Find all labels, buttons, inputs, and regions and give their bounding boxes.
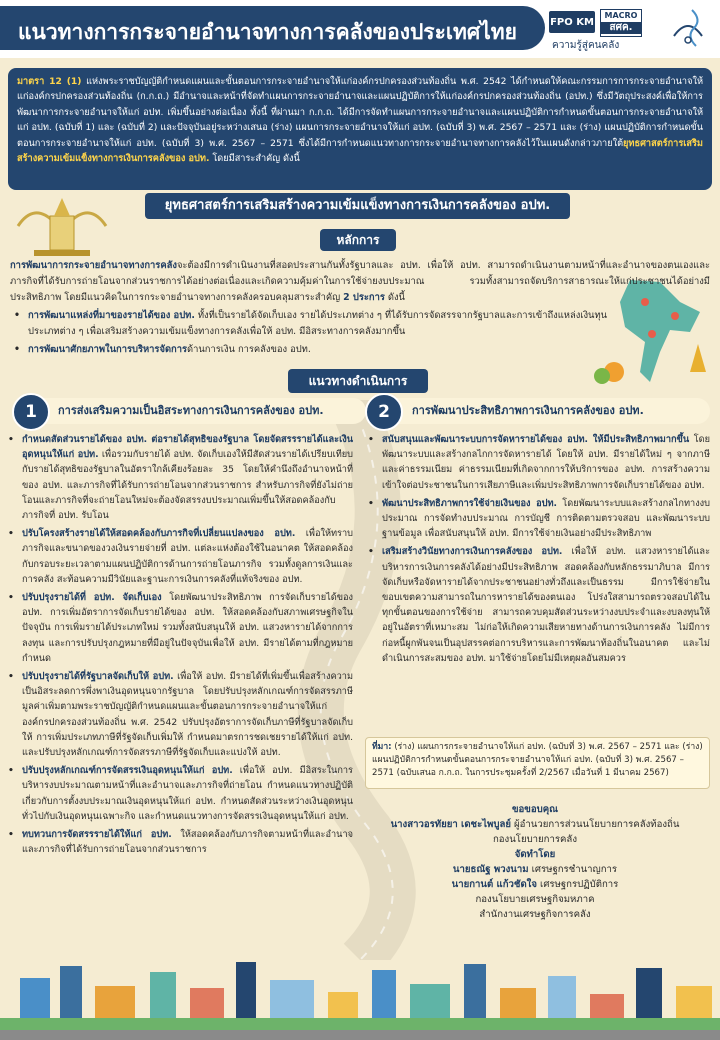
principle-text: [10, 258, 710, 306]
strategy-banner: ยุทธศาสตร์การเสริมสร้างความเข้มแข็งทางการเงินการคลังของ อปท.: [145, 193, 570, 219]
list-item: • ปรับปรุงหลักเกณฑ์การจัดสรรเงินอุดหนุนให้แก่ อปท. เพื่อให้ อปท. มีอิสระในการบริหารงบประมาณตามหน้าที่และอำนาจและภารกิจที่ถ่ายโอน กำหนดแนวทางปฏิบัติเกี่ยวกับการตั้งงบประมาณเงินอุดหนุนให้แก่ อปท. กำหนดสัดส่วนระหว่างเงินอุดหนุนทั่วไปกับเงินอุดหนุนเฉพาะกิจ และกำหนดแนวทางการจัดสรรเงินอุดหนุนให้แก่ อปท.: [8, 763, 353, 824]
principle-tag: หลักการ: [320, 229, 396, 251]
page-title: แนวทางการกระจายอำนาจทางการคลังของประเทศไทย: [18, 20, 517, 44]
macro-logo: [600, 9, 642, 37]
thanks-person-line: นางสาวอรทัยยา เดชะไพบูลย์ ผู้อำนวยการส่วนนโยบายการคลังท้องถิ่น: [390, 819, 680, 830]
source-note: [365, 737, 710, 789]
process-tag: แนวทางดำเนินการ: [288, 369, 428, 393]
fpo-emblem-icon: [668, 6, 708, 54]
col2-list: [368, 432, 710, 669]
thanks-heading: ขอขอบคุณ: [511, 804, 559, 815]
principle-list: [14, 308, 614, 360]
author-line: นายธณัฐ พวงนาม เศรษฐกรชำนาญการ: [452, 864, 618, 875]
col2-title: การพัฒนาประสิทธิภาพการเงินการคลังของ อปท.: [380, 398, 710, 424]
author-line: นายกานต์ แก้วชัดใจ เศรษฐกรปฏิบัติการ: [451, 879, 619, 890]
made-by-heading: จัดทำโดย: [514, 849, 556, 860]
thanks-division: กองนโยบายการคลัง: [492, 834, 577, 845]
intro-tail: โดยมีสาระสำคัญ ดังนี้: [209, 153, 300, 165]
list-item: • ทบทวนการจัดสรรรายได้ให้แก่ อปท. ให้สอดคล้องกับภารกิจตามหน้าที่และอำนาจและภารกิจที่ได้รับการถ่ายโอนจากส่วนราชการ: [8, 827, 353, 857]
list-item: • เสริมสร้างวินัยทางการเงินการคลังของ อปท. เพื่อให้ อปท. แสวงหารายได้และบริหารการเงินการคลังได้อย่างมีประสิทธิภาพ สอดคล้องกับหลักธรรมาภิบาล มีการจัดเก็บหรือจัดหารายได้จากประชาชนอย่างทั่วถึงและเป็นธรรม มีการใช้จ่ายในขอบเขตความสามารถในการหารายได้ของตนเอง โปร่งใสสามารถตรวจสอบได้ในทุกขั้นตอนของการใช้จ่าย สามารถควบคุมสัดส่วนระหว่างงบประจำและงบลงทุนให้อยู่ในอัตราที่เหมาะสม ไม่ก่อให้เกิดความเสียหายทางด้านการเงินการคลัง ไม่มีการก่อหนี้ผูกพันจนเป็นอุปสรรคต่อการบริหารและการพัฒนาท้องถิ่นในอนาคต และไม่ดำเนินการสะสมของ อปท. มาใช้จ่ายโดยไม่มีเหตุผลอันสมควร: [368, 544, 710, 666]
list-item: • พัฒนาประสิทธิภาพการใช้จ่ายเงินของ อปท. โดยพัฒนาระบบและสร้างกลไกทางงบประมาณ การจัดทำงบประมาณ การบัญชี การติดตามตรวจสอบ และพัฒนาระบบฐานข้อมูล เพื่อสนับสนุนให้ อปท. มีการใช้จ่ายเงินอย่างมีประสิทธิภาพ: [368, 496, 710, 542]
list-item: • ปรับปรุงรายได้ที่รัฐบาลจัดเก็บให้ อปท. เพื่อให้ อปท. มีรายได้ที่เพิ่มขึ้นเพื่อสร้างความเป็นอิสระลดการพึ่งพาเงินอุดหนุนจากรัฐบาล โดยปรับปรุงหลักเกณฑ์การจัดสรรภาษีมูลค่าเพิ่มตามพระราชบัญญัติกำหนดแผนและขั้นตอนการกระจายอำนาจให้แก่องค์กรปกครองส่วนท้องถิ่น พ.ศ. 2542 ปรับปรุงอัตราการจัดเก็บภาษีที่รัฐบาลจัดเก็บให้ การเพิ่มประเภทภาษีที่รัฐจัดเก็บเพิ่มให้ กำหนดมาตรการชดเชยรายได้ให้แก่ อปท. และปรับปรุงหลักเกณฑ์การจัดสรรภาษีที่รัฐจัดเก็บและแบ่งให้ อปท.: [8, 669, 353, 760]
header-subtitle: ความรู้สู่คนคลัง: [552, 40, 620, 51]
source-lead: ที่มา:: [372, 742, 392, 752]
principle-tail: ดังนี้: [384, 292, 405, 303]
org-line: สำนักงานเศรษฐกิจการคลัง: [479, 909, 591, 920]
city-skyline-icon: [0, 958, 720, 1040]
macro-logo-bottom: สศค.: [601, 22, 641, 34]
monument-icon: [14, 196, 110, 258]
source-body: (ร่าง) แผนการกระจายอำนาจให้แก่ อปท. (ฉบับที่ 3) พ.ศ. 2567 – 2571 และ (ร่าง) แผนปฏิบัติการกำหนดขั้นตอนการกระจายอำนาจให้แก่ อปท. (ฉบับที่ 3) พ.ศ. 2567 – 2571 (ฉบับเสนอ ก.ก.ถ. ในการประชุมครั้งที่ 2/2567 เมื่อวันที่ 1 มีนาคม 2567): [372, 742, 703, 778]
list-item: • การพัฒนาศักยภาพในการบริหารจัดการด้านการเงิน การคลังของ อปท.: [14, 342, 614, 358]
fpo-km-logo: FPO KM: [549, 11, 595, 33]
intro-body: แห่งพระราชบัญญัติกำหนดแผนและขั้นตอนการกระจายอำนาจให้แก่องค์กรปกครองส่วนท้องถิ่น พ.ศ. 2542 ได้กำหนดให้คณะกรรมการการกระจายอำนาจให้แก่องค์กรปกครองส่วนท้องถิ่น (ก.ก.ถ.) มีอำนาจและหน้าที่จัดทำแผนการกระจายอำนาจและแผนปฏิบัติการให้แก่องค์กรปกครองส่วนท้องถิ่น (อปท.) ซึ่งมีวัตถุประสงค์เพื่อให้การพัฒนาการกระจายอำนาจให้แก่ อปท. เพิ่มขึ้นอย่างต่อเนื่อง ทั้งนี้ ที่ผ่านมา ก.ก.ถ. ได้มีการจัดทำแผนการกระจายอำนาจและแผนปฏิบัติการกำหนดขั้นตอนการกระจายอำนาจให้แก่ อปท. (ฉบับที่ 1) และ (ฉบับที่ 2) และปัจจุบันอยู่ระหว่างเสนอ (ร่าง) แผนการกระจายอำนาจให้แก่ อปท. (ฉบับที่ 3) พ.ศ. 2567 – 2571 และ (ร่าง) แผนปฏิบัติการกำหนดขั้นตอนการกระจายอำนาจให้แก่ อปท. (ฉบับที่ 3) พ.ศ. 2567 – 2571 ซึ่งได้มีการกำหนดแนวทางการกระจายอำนาจทางการคลังไว้ในแผนดังกล่าวภายใต้: [17, 76, 704, 149]
list-item: • กำหนดสัดส่วนรายได้ของ อปท. ต่อรายได้สุทธิของรัฐบาล โดยจัดสรรรายได้และเงินอุดหนุนให้แก่ อปท. เพื่อรวมกับรายได้ อปท. จัดเก็บเองให้มีสัดส่วนรายได้เปรียบเทียบกับรายได้สุทธิของรัฐบาลในอัตราใกล้เคียงร้อยละ 35 โดยให้คำนึงถึงอำนาจหน้าที่ของ อปท. และภารกิจที่ได้รับการถ่ายโอนจากส่วนราชการ สำหรับภารกิจที่ยังไม่ถ่ายโอนและภารกิจที่จะถ่ายโอนใหม่จะต้องจัดสรรงบประมาณเพิ่มขึ้นให้สอดคล้องกับภารกิจที่ อปท. รับโอน: [8, 432, 353, 523]
list-item: • การพัฒนาแหล่งที่มาของรายได้ของ อปท. ทั้งที่เป็นรายได้จัดเก็บเอง รายได้ประเภทต่าง ๆ ที่ได้รับการจัดสรรจากรัฐบาลและการเข้าถึงแหล่งเงินทุนประเภทต่าง ๆ เพื่อเสริมสร้างความเข้มแข็งทางการคลังเพื่อให้ อปท. มีอิสระทางการคลังมากขึ้น: [14, 308, 614, 340]
intro-box: [8, 68, 712, 190]
col1-list: [8, 432, 353, 860]
intro-highlight: ยุทธศาสตร์การเสริมสร้างความเข้มแข็งทางการเงินการคลังของ อปท.: [17, 137, 703, 165]
principle-lead: การพัฒนาการกระจายอำนาจทางการคลัง: [10, 260, 177, 271]
col1-number: 1: [12, 393, 50, 431]
acknowledgement: [360, 802, 710, 922]
macro-logo-top: MACRO: [604, 11, 638, 20]
col1-title: การส่งเสริมความเป็นอิสระทางการเงินการคลังของ อปท.: [26, 398, 366, 424]
principle-count: 2 ประการ: [343, 292, 385, 303]
org-line: กองนโยบายเศรษฐกิจมหภาค: [475, 894, 595, 905]
intro-lead: มาตรา 12 (1): [17, 76, 82, 87]
col2-number: 2: [365, 393, 403, 431]
list-item: • ปรับโครงสร้างรายได้ให้สอดคล้องกับภารกิจที่เปลี่ยนแปลงของ อปท. เพื่อให้ทราบภารกิจและขนาดของวงเงินรายจ่ายที่ อปท. แต่ละแห่งต้องใช้ในอนาคต ให้สอดคล้องกับกรอบระยะเวลาตามแผนปฏิบัติการด้านการถ่ายโอนภารกิจ รวมทั้งดูลการเงินและการคลัง สะท้อนความมีวินัยและฐานะการเงินการคลังที่แท้จริงของ อปท.: [8, 526, 353, 587]
list-item: • ปรับปรุงรายได้ที่ อปท. จัดเก็บเอง โดยพัฒนาประสิทธิภาพ การจัดเก็บรายได้ของ อปท. การเพิ่มอัตราการจัดเก็บรายได้ของ อปท. ให้สอดคล้องกับสภาพเศรษฐกิจในปัจจุบัน การเพิ่มรายได้ประเภทใหม่ รวมทั้งสนับสนุนให้ อปท. แสวงหารายได้จากการลงทุน และการปรับปรุงกฎหมายที่มีอยู่ในปัจจุบันเพื่อให้ อปท. มีรายได้ตามที่กฎหมายกำหนด: [8, 590, 353, 666]
title-bar: [0, 6, 545, 50]
principle-body: จะต้องมีการดำเนินงานที่สอดประสานกันทั้งรัฐบาลและ อปท. เพื่อให้ อปท. สามารถดำเนินงานตามหน้าที่และอำนาจของตนเองและภารกิจที่ได้รับการถ่ายโอนจากส่วนราชการได้อย่างต่อเนื่องและเกิดความคุ้มค่าในการใช้จ่ายงบประมาณ รวมทั้งสามารถจัดบริการสาธารณะให้แก่ประชาชนได้อย่างมีประสิทธิภาพ โดยมีแนวคิดในการกระจายอำนาจทางการคลังครอบคลุมสาระสำคัญ: [10, 260, 710, 303]
list-item: • สนับสนุนและพัฒนาระบบการจัดหารายได้ของ อปท. ให้มีประสิทธิภาพมากขึ้น โดยพัฒนาระบบและสร้างกลไกการจัดหารายได้ โดยให้ อปท. มีรายได้ใหม่ ๆ จากภาษีและค่าธรรมเนียม ค่าธรรมเนียมที่เกิดจากการให้บริการของ อปท. การสร้างความเข้าใจต่อประชาชนในการเสียภาษีและเพิ่มประสิทธิภาพการจัดเก็บรายได้ของ อปท.: [368, 432, 710, 493]
